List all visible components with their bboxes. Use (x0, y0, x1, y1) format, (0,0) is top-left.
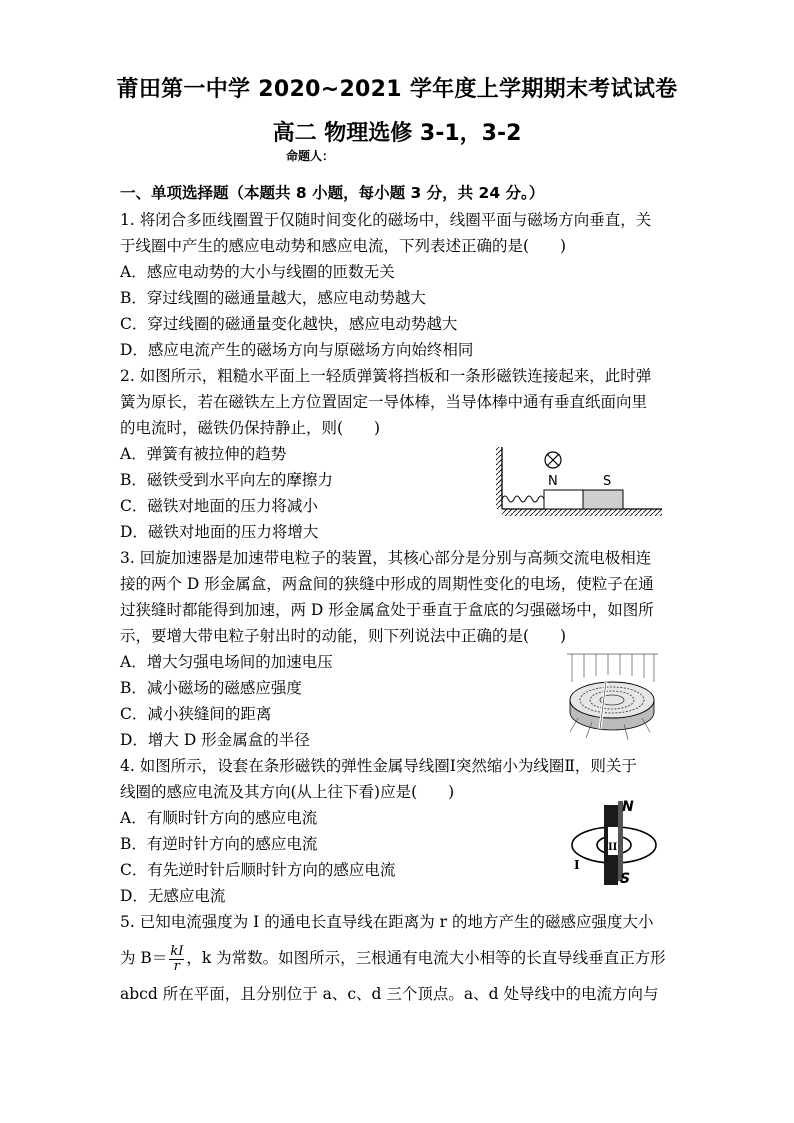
label-n: N (622, 799, 634, 815)
q1-line1: 1. 将闭合多匝线圈置于仅随时间变化的磁场中，线圈平面与磁场方向垂直，关 (120, 211, 652, 229)
q2-line1: 2. 如图所示，粗糙水平面上一轻质弹簧将挡板和一条形磁铁连接起来，此时弹 (120, 367, 652, 385)
label-s: S (603, 474, 612, 489)
magnet-s-half (583, 490, 623, 509)
q3-line1: 3. 回旋加速器是加速带电粒子的装置，其核心部分是分别与高频交流电极相连 (120, 549, 652, 567)
q2-option-c: C．磁铁对地面的压力将减小 (120, 497, 318, 515)
label-coil-II: II (608, 842, 618, 853)
frac-denominator: r (173, 958, 180, 974)
q5-line1: 5. 已知电流强度为 I 的通电长直导线在距离为 r 的地方产生的磁感应强度大小 (120, 913, 654, 931)
q2-option-a: A．弹簧有被拉伸的趋势 (120, 445, 287, 463)
wall-hatch (496, 447, 502, 509)
exam-subtitle: 高二 物理选修 3-1，3-2 (272, 121, 522, 146)
cyclotron-figure (562, 652, 662, 748)
q4-line1: 4. 如图所示，设套在条形磁铁的弹性金属导线圈Ⅰ突然缩小为线圈Ⅱ，则关于 (120, 757, 637, 775)
spring (502, 496, 544, 502)
q3-option-b: B．减小磁场的磁感应强度 (120, 679, 302, 697)
q4-line2: 线圈的感应电流及其方向(从上往下看)应是( ) (120, 783, 455, 801)
ground-hatch (502, 509, 662, 516)
q4-option-d: D．无感应电流 (120, 887, 226, 905)
q5-line2-post: ，k 为常数。如图所示，三根通有电流大小相等的长直导线垂直正方形 (186, 949, 666, 967)
q1-option-a: A．感应电动势的大小与线圈的匝数无关 (120, 263, 395, 281)
label-s: S (620, 871, 631, 887)
q2-option-d: D．磁铁对地面的压力将增大 (120, 523, 319, 541)
q5-line3: abcd 所在平面，且分别位于 a、c、d 三个顶点。a、d 处导线中的电流方向与 (120, 985, 659, 1003)
q1-line2: 于线圈中产生的感应电动势和感应电流，下列表述正确的是( ) (120, 237, 567, 255)
label-coil-I: I (574, 858, 580, 872)
q1-option-d: D．感应电流产生的磁场方向与原磁场方向始终相同 (120, 341, 474, 359)
formula-fraction (169, 945, 184, 974)
q3-line3: 过狭缝时都能得到加速，两 D 形金属盒处于垂直于盒底的匀强磁场中，如图所 (120, 601, 654, 619)
q3-line4: 示，要增大带电粒子射出时的动能，则下列说法中正确的是( ) (120, 627, 567, 645)
magnet-n-half (544, 490, 583, 509)
q4-option-a: A．有顺时针方向的感应电流 (120, 809, 318, 827)
exam-title: 莆田第一中学 2020~2021 学年度上学期期末考试试卷 (116, 77, 678, 102)
q5-line2 (120, 942, 666, 974)
spring-magnet-figure (488, 443, 668, 521)
magnetic-field-lines (567, 654, 658, 682)
q3-line2: 接的两个 D 形金属盒，两盒间的狭缝中形成的周期性变化的电场，使粒子在通 (120, 575, 654, 593)
section-heading: 一、单项选择题（本题共 8 小题，每小题 3 分，共 24 分。） (120, 184, 545, 202)
q5-line2-pre: 为 B＝ (120, 949, 168, 967)
q1-option-c: C．穿过线圈的磁通量变化越快，感应电动势越大 (120, 315, 458, 333)
label-n: N (548, 474, 558, 489)
q1-option-b: B．穿过线圈的磁通量越大，感应电动势越大 (120, 289, 426, 307)
q2-line2: 簧为原长，若在磁铁左上方位置固定一导体棒，当导体棒中通有垂直纸面向里 (120, 393, 648, 411)
q2-option-b: B．磁铁受到水平向左的摩擦力 (120, 471, 333, 489)
q4-option-b: B．有逆时针方向的感应电流 (120, 835, 318, 853)
author-label: 命题人： (286, 149, 335, 163)
dee-top (570, 682, 654, 718)
q2-line3: 的电流时，磁铁仍保持静止，则( ) (120, 419, 381, 437)
q4-option-c: C．有先逆时针后顺时针方向的感应电流 (120, 861, 396, 879)
q3-option-d: D．增大 D 形金属盒的半径 (120, 731, 310, 749)
q3-option-a: A．增大匀强电场间的加速电压 (120, 653, 333, 671)
coil-magnet-figure (568, 797, 668, 887)
frac-numerator: kI (170, 943, 184, 959)
current-into-page-icon (545, 452, 561, 468)
q3-option-c: C．减小狭缝间的距离 (120, 705, 272, 723)
